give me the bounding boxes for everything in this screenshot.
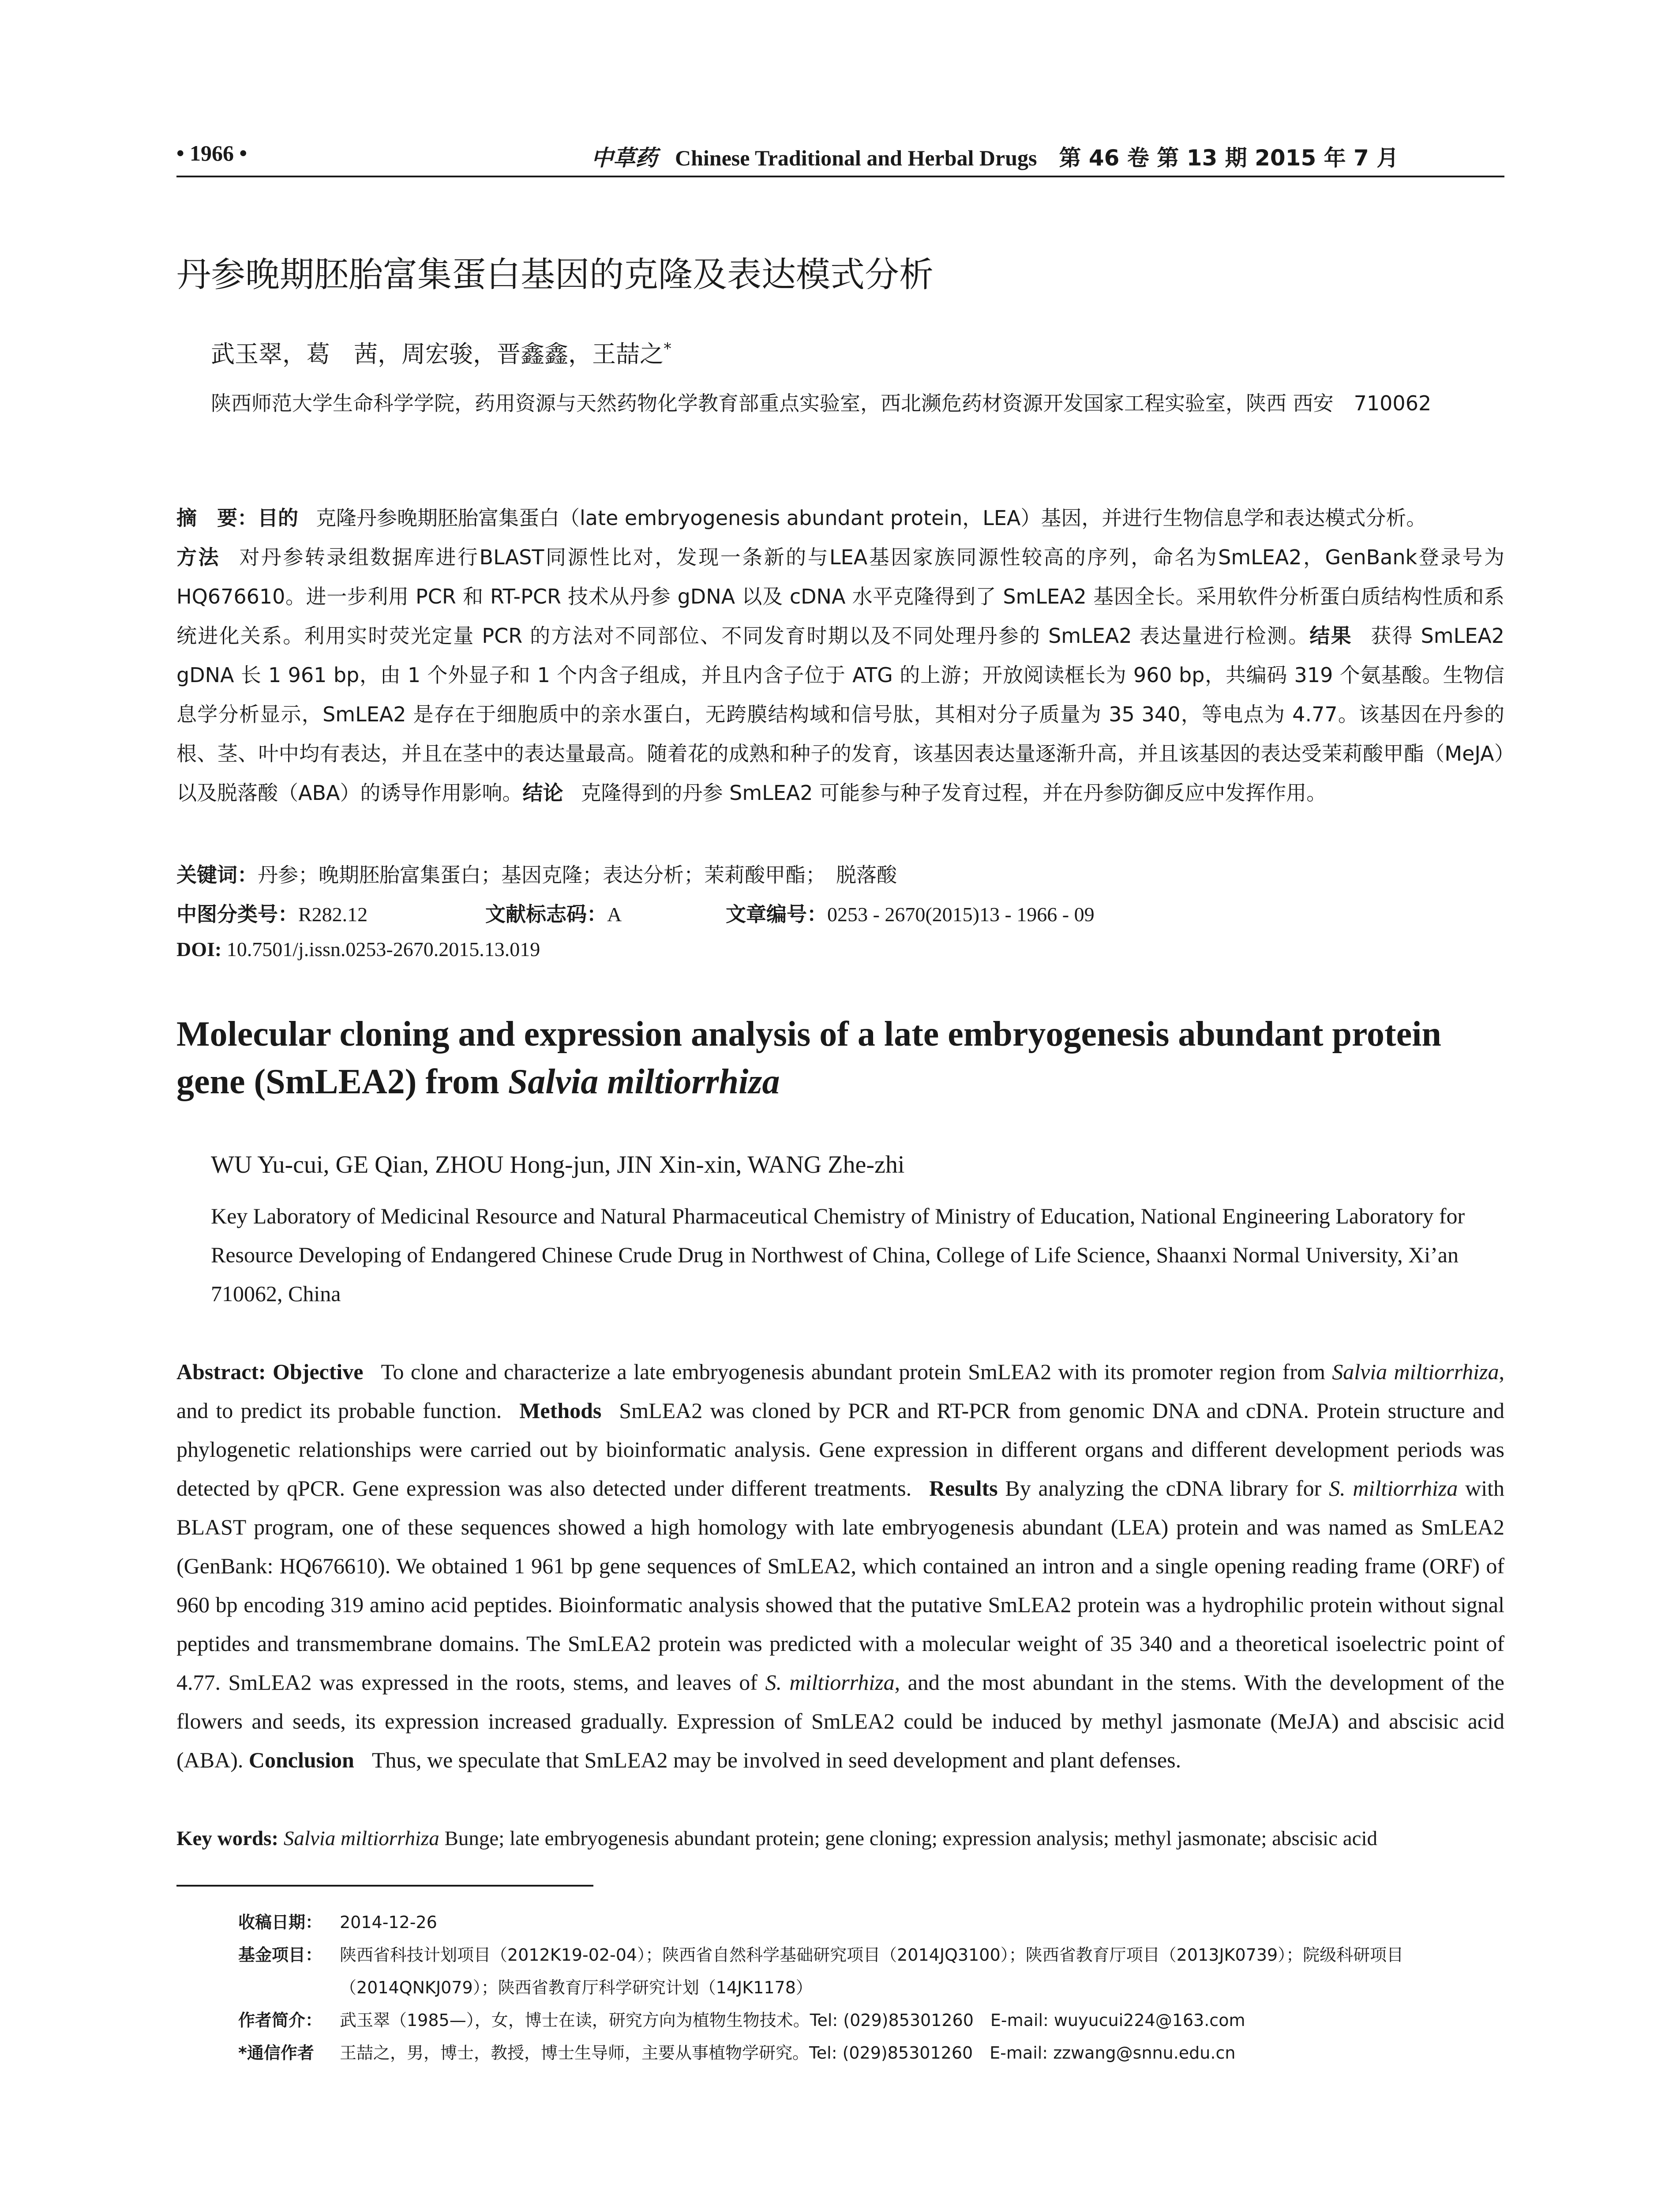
conclusion-text-en: Thus, we speculate that SmLEA2 may be involved in seed development and plant defenses. — [371, 1748, 1181, 1772]
objective-species-en: Salvia miltiorrhiza — [1332, 1359, 1499, 1384]
author-bio-value: 武玉翠（1985—），女，博士在读，研究方向为植物生物技术。Tel: (029)85301260 E-mail: wuyucui224@163.com — [340, 2011, 1245, 2030]
objective-text-cn: 克隆丹参晚期胚胎富集蛋白（late embryogenesis abundant protein，LEA）基因，并进行生物信息学和表达模式分析。 — [316, 506, 1427, 530]
doc-code-value: A — [607, 903, 622, 926]
results-species-en-1: S. miltiorrhiza — [1329, 1476, 1458, 1501]
english-title-text: Molecular cloning and expression analysis of a late embryogenesis abundant protein gene (SmLEA2) from — [176, 1015, 1441, 1101]
results-label-en: Results — [929, 1476, 998, 1501]
chinese-author-list: 武玉翠，葛 茜，周宏骏，晋鑫鑫，王喆之 — [211, 340, 664, 368]
received-label: 收稿日期： — [238, 1913, 322, 1932]
corresponding-mark: * — [664, 340, 671, 358]
keywords-text-en: Bunge; late embryogenesis abundant protein; gene cloning; expression analysis; methyl jasmonate; abscisic acid — [439, 1827, 1377, 1850]
english-title — [176, 1010, 1504, 1106]
footnote-corresponding — [238, 2037, 1504, 2069]
english-keywords — [176, 1827, 1504, 1850]
funding-value: 陕西省科技计划项目（2012K19-02-04）；陕西省自然科学基础研究项目（2014JQ3100）；陕西省教育厅项目（2013JK0739）；院级科研项目（2014QNKJ079）；陕西省教育厅科学研究计划（14JK1178） — [340, 1945, 1404, 1997]
footnotes — [238, 1906, 1504, 2069]
journal-info — [591, 140, 1399, 172]
article-no-field — [726, 898, 1095, 927]
journal-issue: 第 46 卷 第 13 期 2015 年 7 月 — [1059, 145, 1399, 171]
conclusion-label-cn: 结论 — [522, 781, 563, 805]
clc-label: 中图分类号： — [176, 902, 298, 926]
classification-row — [176, 898, 1095, 927]
conclusion-text-cn: 克隆得到的丹参 SmLEA2 可能参与种子发育过程，并在丹参防御反应中发挥作用。 — [581, 781, 1327, 805]
doc-code-field — [485, 898, 622, 927]
keywords-text-cn: 丹参；晚期胚胎富集蛋白；基因克隆；表达分析；茉莉酸甲酯； 脱落酸 — [258, 863, 897, 887]
chinese-abstract — [176, 499, 1504, 813]
keywords-label-en: Key words: — [176, 1827, 279, 1850]
footnote-divider — [176, 1885, 593, 1887]
objective-text-en-a: To clone and characterize a late embryogenesis abundant protein SmLEA2 with its promoter region from — [381, 1359, 1332, 1384]
objective-text-en-b: , and to predict its probable function. — [176, 1359, 1505, 1423]
doi-label: DOI: — [176, 938, 222, 960]
corresponding-value: 王喆之，男，博士，教授，博士生导师，主要从事植物学研究。Tel: (029)85301260 E-mail: zzwang@snnu.edu.cn — [340, 2043, 1236, 2063]
results-label-cn: 结果 — [1309, 624, 1352, 648]
methods-text-cn: 对丹参转录组数据库进行BLAST同源性比对，发现一条新的与LEA基因家族同源性较高的序列，命名为SmLEA2，GenBank登录号为 HQ676610。进一步利用 PCR 和 RT-PCR 技术从丹参 gDNA 以及 cDNA 水平克隆得到了 SmLEA2 基因全长。采用软件分析蛋白质结构性质和系统进化关系。利用实时荧光定量 PCR 的方法对不同部位、不同发育时期以及不同处理丹参的 SmLEA2 表达量进行检测。 — [176, 545, 1504, 648]
doi-link[interactable]: 10.7501/j.issn.0253-2670.2015.13.019 — [226, 938, 540, 960]
running-header — [176, 140, 1504, 177]
received-value: 2014-12-26 — [340, 1913, 437, 1932]
results-text-en-c: , and the most abundant in the stems. With the development of the flowers and seeds, its expression increased gradually. Expression of SmLEA2 could be induced by methyl jasmonate (MeJA) and abscisic acid (ABA). — [176, 1670, 1504, 1772]
footnote-author — [238, 2004, 1504, 2037]
english-affiliation: Key Laboratory of Medicinal Resource and Natural Pharmaceutical Chemistry of Ministry of Education, National Engineering Laboratory for Resource Developing of Endangered Chinese Crude Drug in Northwest of China, College of Life Science, Shaanxi Normal University, Xi’an 710062, China — [211, 1204, 1465, 1306]
english-authors: WU Yu-cui, GE Qian, ZHOU Hong-jun, JIN Xin-xin, WANG Zhe-zhi — [211, 1151, 905, 1178]
corresponding-label: *通信作者 — [238, 2043, 314, 2063]
chinese-title: 丹参晚期胚胎富集蛋白基因的克隆及表达模式分析 — [176, 255, 934, 295]
article-no-label: 文章编号： — [726, 902, 827, 926]
results-text-en-b: with BLAST program, one of these sequences showed a high homology with late embryogenesis abundant (LEA) protein and was named as SmLEA2 (GenBank: HQ676610). We obtained 1 961 bp gene sequences of SmLEA2, which contained an intron and a single opening reading frame (ORF) of 960 bp encoding 319 amino acid peptides. Bioinformatic analysis showed that the putative SmLEA2 protein was a hydrophilic protein without signal peptides and transmembrane domains. The SmLEA2 protein was predicted with a molecular weight of 35 340 and a theoretical isoelectric point of 4.77. SmLEA2 was expressed in the roots, stems, and leaves of — [176, 1476, 1505, 1695]
doc-code-label: 文献标志码： — [485, 902, 607, 926]
keywords-label-cn: 关键词： — [176, 863, 258, 887]
clc-value: R282.12 — [298, 903, 368, 926]
page-number: • 1966 • — [176, 141, 248, 165]
methods-text-en: SmLEA2 was cloned by PCR and RT-PCR from genomic DNA and cDNA. Protein structure and phylogenetic relationships were carried out by bioinformatic analysis. Gene expression in different organs and different development periods was detected by qPCR. Gene expression was also detected under different treatments. — [176, 1398, 1504, 1501]
footnote-received — [238, 1906, 1504, 1939]
clc-field — [176, 902, 368, 926]
objective-label-cn: 目的 — [258, 506, 298, 530]
objective-label-en: Objective — [273, 1359, 364, 1384]
results-text-cn: 获得 SmLEA2 gDNA 长 1 961 bp，由 1 个外显子和 1 个内含子组成，并且内含子位于 ATG 的上游；开放阅读框长为 960 bp，共编码 319 个氨基酸。生物信息学分析显示，SmLEA2 是存在于细胞质中的亲水蛋白，无跨膜结构域和信号肽，其相对分子质量为 35 340，等电点为 4.77。该基因在丹参的根、茎、叶中均有表达，并且在茎中的表达量最高。随着花的成熟和种子的发育，该基因表达量逐渐升高，并且该基因的表达受茉莉酸甲酯（MeJA）以及脱落酸（ABA）的诱导作用影响。 — [176, 624, 1505, 805]
doi-row — [176, 938, 540, 961]
abstract-label-en: Abstract: — [176, 1359, 266, 1384]
results-text-en-a: By analyzing the cDNA library for — [1005, 1476, 1329, 1501]
article-no-value: 0253 - 2670(2015)13 - 1966 - 09 — [827, 903, 1095, 926]
chinese-affiliation: 陕西师范大学生命科学学院，药用资源与天然药物化学教育部重点实验室，西北濒危药材资源开发国家工程实验室，陕西 西安 710062 — [211, 391, 1432, 415]
keywords-species-en: Salvia miltiorrhiza — [283, 1827, 439, 1850]
chinese-authors — [211, 335, 671, 369]
english-abstract — [176, 1352, 1504, 1779]
journal-name-cn: 中草药 — [591, 145, 657, 171]
author-bio-label: 作者简介： — [238, 2011, 322, 2030]
conclusion-label-en: Conclusion — [248, 1748, 354, 1772]
methods-label-cn: 方法 — [176, 545, 220, 569]
chinese-keywords — [176, 859, 897, 888]
english-title-species: Salvia miltiorrhiza — [508, 1062, 780, 1101]
funding-label: 基金项目： — [238, 1945, 322, 1965]
footnote-funding — [238, 1939, 1504, 2004]
results-species-en-2: S. miltiorrhiza — [765, 1670, 895, 1695]
journal-name-en: Chinese Traditional and Herbal Drugs — [675, 146, 1037, 170]
abstract-label-cn: 摘 要： — [176, 506, 258, 530]
methods-label-en: Methods — [519, 1398, 602, 1423]
